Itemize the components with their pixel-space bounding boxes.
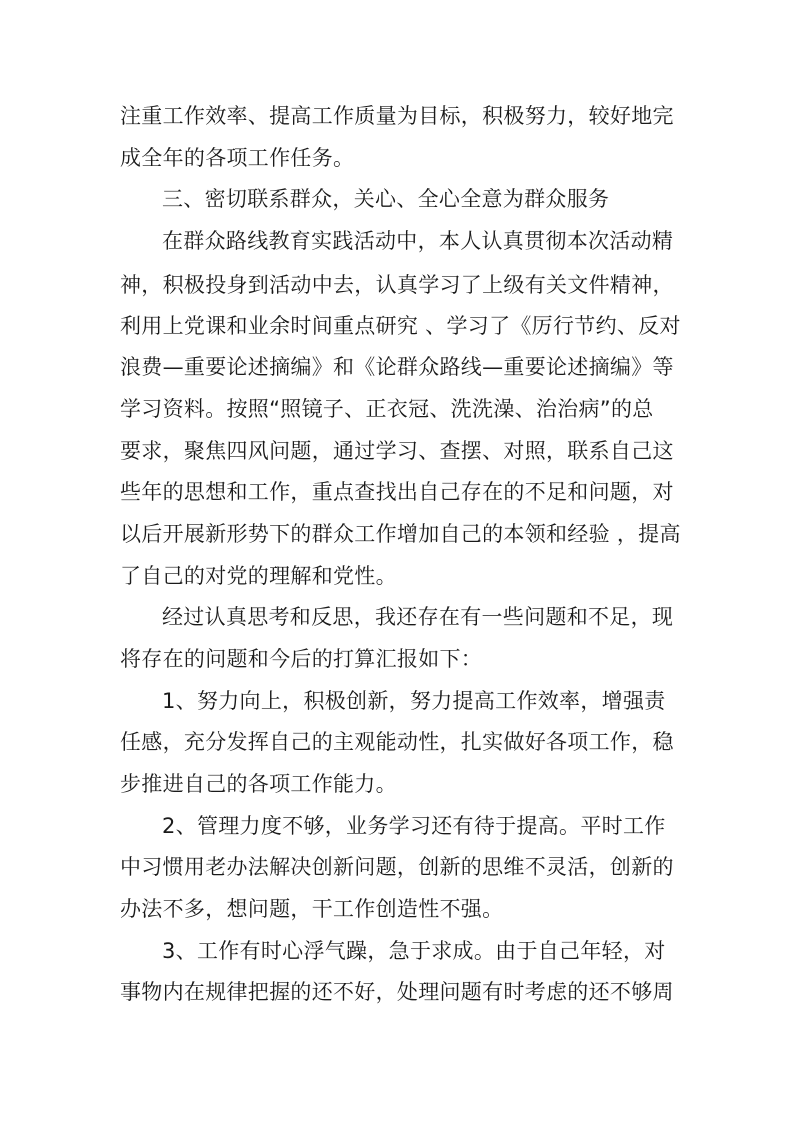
text-line: 利用上党课和业余时间重点研究 、学习了《厉行节约、反对 (120, 314, 681, 338)
list-item-1: 1、努力向上，积极创新，努力提高工作效率，增强责 (162, 689, 666, 713)
text-line: 神，积极投身到活动中去，认真学习了上级有关文件精神， (120, 273, 674, 297)
text-line: 中习惯用老办法解决创新问题，创新的思维不灵活，创新的 (120, 855, 674, 879)
text-line: 学习资料。按照“照镜子、正衣冠、洗洗澡、治治病”的总 (120, 397, 654, 421)
text-line: 注重工作效率、提高工作质量为目标，积极努力，较好地完 (120, 104, 674, 128)
text-line: 了自己的对党的理解和党性。 (120, 564, 397, 588)
text-line: 成全年的各项工作任务。 (120, 146, 355, 170)
text-line: 事物内在规律把握的还不好，处理问题有时考虑的还不够周 (120, 980, 674, 1004)
text-line: 任感，充分发挥自己的主观能动性，扎实做好各项工作，稳 (120, 730, 674, 754)
text-line: 些年的思想和工作，重点查找出自己存在的不足和问题，对 (120, 480, 674, 504)
text-line: 在群众路线教育实践活动中，本人认真贯彻本次活动精 (162, 229, 674, 253)
text-line: 将存在的问题和今后的打算汇报如下： (120, 647, 483, 671)
list-item-2: 2、管理力度不够，业务学习还有待于提高。平时工作 (162, 814, 666, 838)
text-line: 以后开展新形势下的群众工作增加自己的本领和经验 ，提高 (120, 522, 681, 546)
text-line: 步推进自己的各项工作能力。 (120, 772, 397, 796)
section-heading: 三、密切联系群众，关心、全心全意为群众服务 (162, 187, 610, 211)
text-line: 要求，聚焦四风问题，通过学习、查摆、对照，联系自己这 (120, 439, 674, 463)
text-line: 浪费—重要论述摘编》和《论群众路线—重要论述摘编》等 (120, 355, 674, 379)
text-line: 办法不多，想问题，干工作创造性不强。 (120, 897, 504, 921)
text-line: 经过认真思考和反思，我还存在有一些问题和不足，现 (162, 605, 674, 629)
list-item-3: 3、工作有时心浮气躁，急于求成。由于自己年轻，对 (162, 939, 666, 963)
